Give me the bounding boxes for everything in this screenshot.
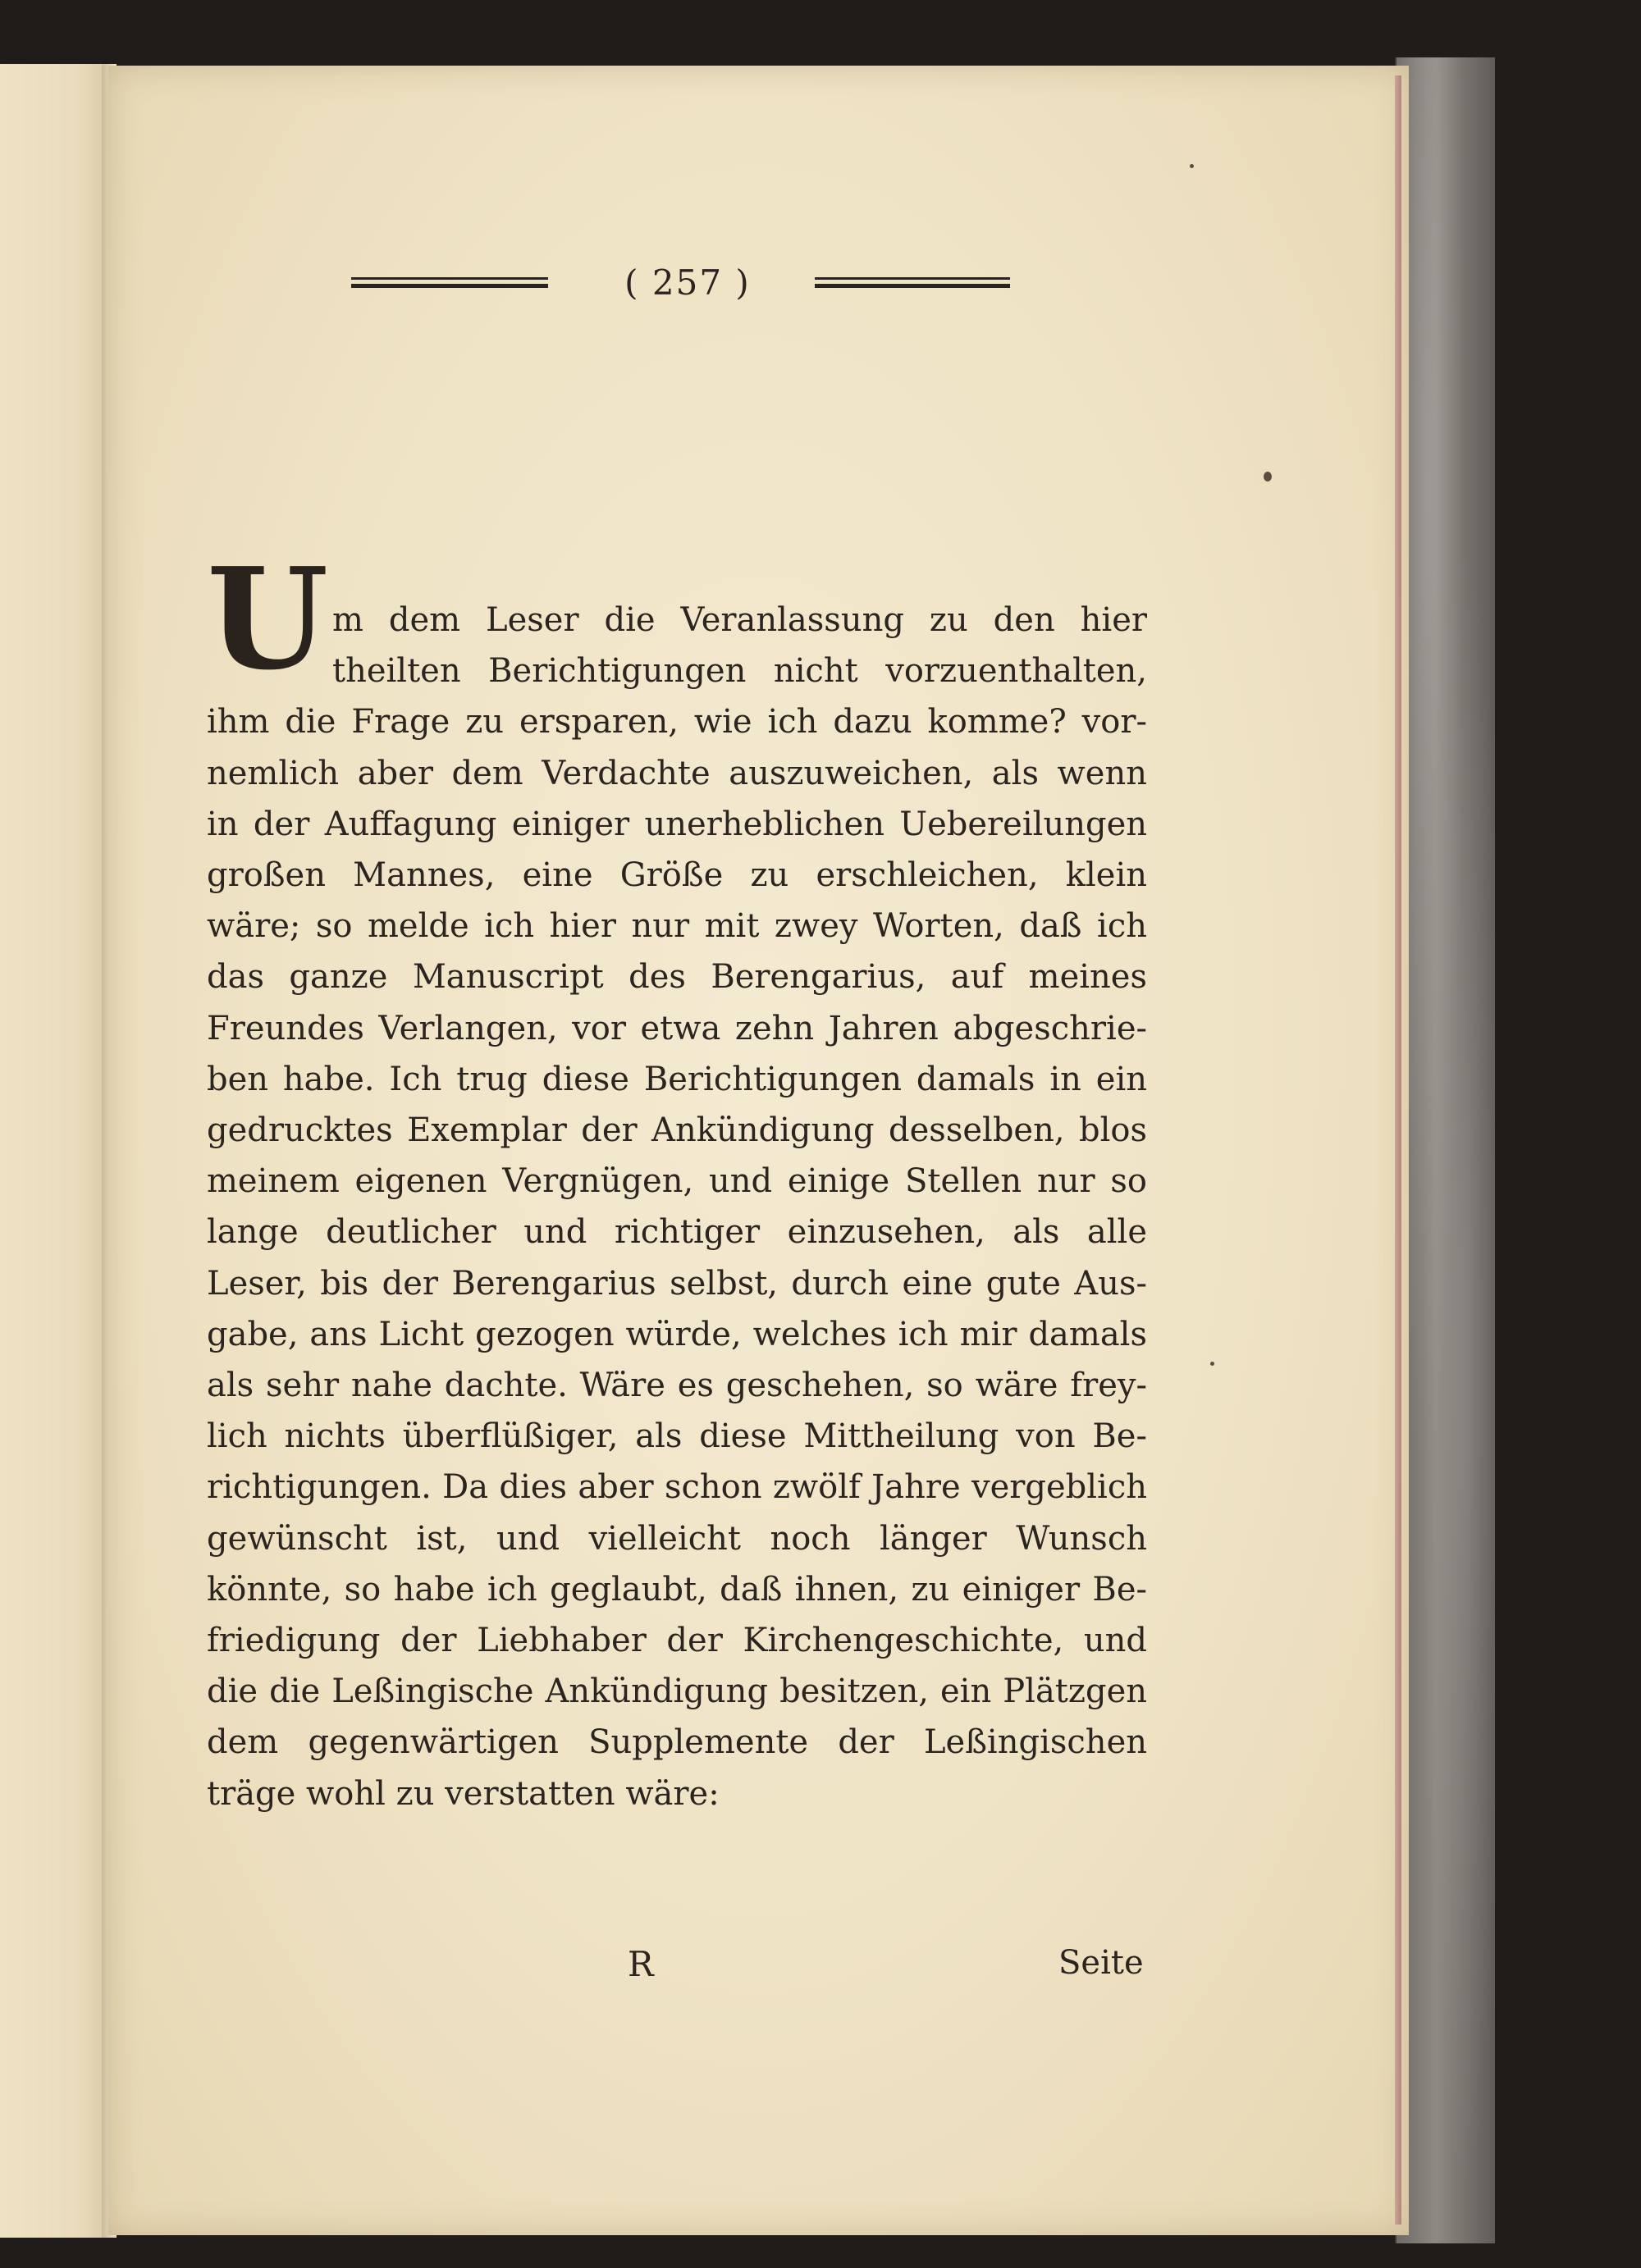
- text-line: nemlich aber dem Verdachte auszuweichen, als wenn: [207, 754, 1147, 792]
- text-line: gabe, ans Licht gezogen würde, welches ich mir damals: [207, 1315, 1147, 1353]
- text-line: in der Auffagung einiger unerheblichen Uebereilungen: [207, 805, 1147, 843]
- catchword: Seite: [1058, 1944, 1144, 1982]
- text-line: friedigung der Liebhaber der Kirchengeschichte, und: [207, 1622, 1147, 1659]
- text-line: könnte, so habe ich geglaubt, daß ihnen, zu einiger Be-: [207, 1570, 1147, 1609]
- text-line: richtigungen. Da dies aber schon zwölf Jahre vergeblich: [207, 1468, 1147, 1507]
- text-line: ihm die Frage zu ersparen, wie ich dazu komme? vor-: [207, 703, 1147, 742]
- text-line: träge wohl zu verstatten wäre:: [207, 1774, 720, 1813]
- text-line: gedrucktes Exemplar der Ankündigung desselben, blos: [207, 1111, 1147, 1149]
- text-line: gewünscht ist, und vielleicht noch länger Wunsch: [207, 1519, 1147, 1558]
- text-line: das ganze Manuscript des Berengarius, auf meines: [207, 958, 1147, 997]
- ink-speck: [1210, 1362, 1214, 1366]
- signature-mark: R: [628, 1944, 654, 1984]
- text-line: Freundes Verlangen, vor etwa zehn Jahren abgeschrie-: [207, 1009, 1147, 1047]
- page-number: ( 257 ): [624, 262, 751, 303]
- ink-speck: [1190, 164, 1194, 168]
- text-line: Leser, bis der Berengarius selbst, durch eine gute Aus-: [207, 1264, 1147, 1303]
- text-line: als sehr nahe dachte. Wäre es geschehen, so wäre frey-: [207, 1367, 1147, 1404]
- page-header: [351, 262, 1016, 320]
- rule-line: [815, 284, 1010, 288]
- rule-line: [815, 277, 1010, 280]
- rule-line: [351, 277, 548, 280]
- page-edge-red: [1395, 75, 1401, 2225]
- header-rule-left: [351, 277, 548, 292]
- text-line: m dem Leser die Veranlassung zu den hier: [332, 601, 1147, 639]
- rule-line: [351, 284, 548, 288]
- text-line: theilten Berichtigungen nicht vorzuenthalten,: [332, 652, 1147, 691]
- text-line: ben habe. Ich trug diese Berichtigungen damals in ein: [207, 1060, 1147, 1098]
- drop-cap: U: [207, 537, 329, 701]
- text-line: meinem eigenen Vergnügen, und einige Stellen nur so: [207, 1162, 1147, 1201]
- text-line: großen Mannes, eine Größe zu erschleichen, klein: [207, 856, 1147, 894]
- book-cover-board: [1395, 57, 1495, 2243]
- left-page-edge: [0, 64, 115, 2238]
- text-line: wäre; so melde ich hier nur mit zwey Worten, daß ich: [207, 907, 1147, 946]
- ink-speck: [1264, 472, 1272, 481]
- text-line: lich nichts überflüßiger, als diese Mittheilung von Be-: [207, 1417, 1147, 1456]
- text-line: die die Leßingische Ankündigung besitzen, ein Plätzgen: [207, 1672, 1147, 1711]
- text-line: dem gegenwärtigen Supplemente der Leßingischen: [207, 1723, 1147, 1762]
- text-line: lange deutlicher und richtiger einzusehen, als alle: [207, 1213, 1147, 1252]
- header-rule-right: [815, 277, 1010, 292]
